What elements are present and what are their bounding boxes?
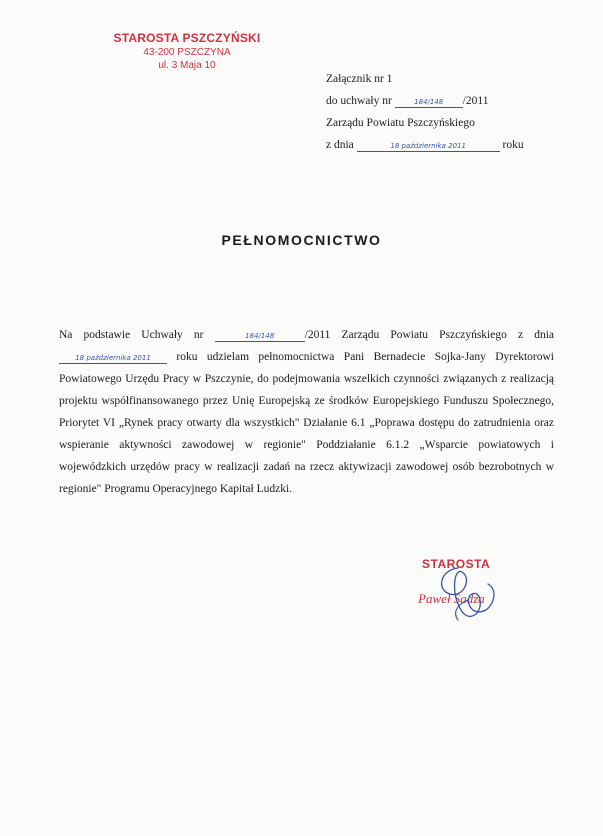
document-title: PEŁNOMOCNICTWO	[221, 232, 382, 248]
annex-label: Załącznik nr 1	[326, 73, 393, 85]
annex-board: Zarządu Powiatu Pszczyńskiego	[326, 117, 475, 129]
stamp-line-3: ul. 3 Maja 10	[158, 60, 216, 71]
annex-date-suffix: roku	[502, 139, 524, 151]
annex-resolution-prefix: do uchwały nr	[326, 95, 392, 107]
handwritten-signature-icon	[428, 560, 508, 630]
annex-resolution-number: 184/148	[395, 98, 463, 108]
body-date-value: 18 października 2011	[59, 354, 167, 364]
annex-date-line	[326, 134, 524, 156]
stamp-line-1: STAROSTA PSZCZYŃSKI	[113, 31, 261, 45]
body-text-3: roku udzielam pełnomocnictwa Pani Bernadecie Sojka-Jany Dyrektorowi Powiatowego Urzędu Pracy w Pszczynie, do podejmowania wszelkich czynności związanych z realizacją projektu współfinansowanego przez Unię Europejską ze środków Europejskiego Funduszu Społecznego, Priorytet VI „Rynek pracy otwarty dla wszystkich" Działanie 6.1 „Poprawa dostępu do zatrudnienia oraz wspieranie aktywności zawodowej w regionie" Poddziałanie 6.1.2 „Wsparcie powiatowych i wojewódzkich urzędów pracy w realizacji zadań na rzecz aktywizacji zawodowej osób bezrobotnych w regionie" Programu Operacyjnego Kapitał Ludzki.	[59, 351, 554, 495]
annex-resolution-year: /2011	[462, 95, 489, 107]
stamp-line-2: 43-200 PSZCZYNA	[143, 47, 231, 58]
annex-date-value: 18 października 2011	[357, 142, 500, 152]
signature-name: Paweł Sadza	[418, 591, 485, 606]
signature-title: STAROSTA	[422, 557, 491, 571]
annex-header	[326, 68, 524, 156]
body-text-2: /2011 Zarządu Powiatu Pszczyńskiego z dnia	[304, 329, 554, 341]
body-resolution-number: 184/148	[215, 332, 305, 342]
body-text-1: Na podstawie Uchwały nr	[59, 329, 204, 341]
document-body	[59, 324, 554, 500]
annex-date-prefix: z dnia	[326, 139, 354, 151]
office-stamp	[112, 32, 262, 72]
annex-resolution-line	[326, 90, 524, 112]
